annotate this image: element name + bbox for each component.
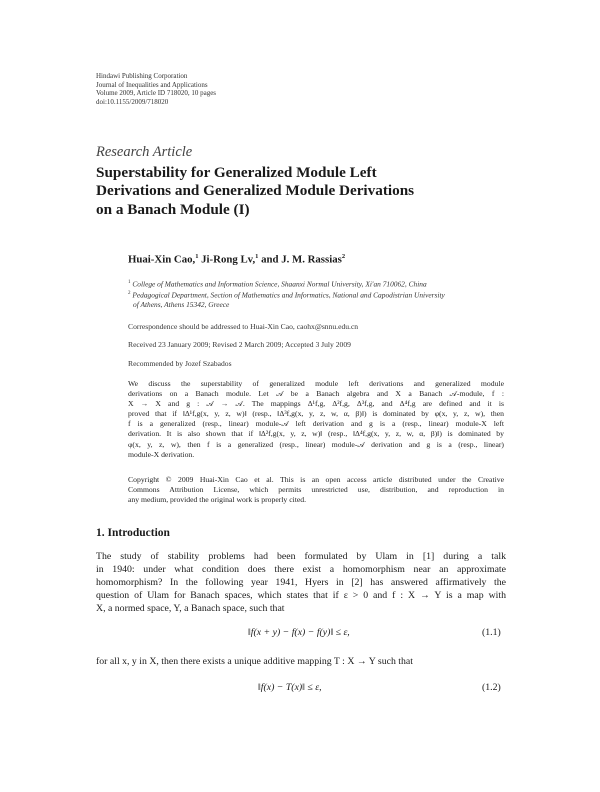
author-name: Ji-Rong Lv, [198,253,256,266]
copyright-line: any medium, provided the original work is properly cited. [128,495,307,505]
equation-number: (1.2) [482,682,501,693]
equation-1-1: ‖f(x + y) − f(x) − f(y)‖ ≤ ε, [248,627,350,638]
affiliation: $^2$ Pedagogical Department, Section of Mathematics and Informatics, National and Capodistrian University [128,290,445,300]
equation-number: (1.1) [482,627,501,638]
abstract-line: f is a generalized (resp., linear) module-𝒜 left derivation and g is a (resp., linear) module-X left [128,419,504,429]
title-line: Superstability for Generalized Module Left [96,164,377,181]
title-line: on a Banach Module (I) [96,200,250,218]
publisher-line: Hindawi Publishing Corporation [96,72,188,80]
affiliation: $^1$ College of Mathematics and Information Science, Shaanxi Normal University, Xi'an 710062, China [128,279,427,289]
body-line: for all x, y in X, then there exists a unique additive mapping T : X → Y such that [96,656,413,667]
intro-paragraph-continued [96,655,506,668]
abstract-line: X → X and g : 𝒜 → 𝒜. The mappings Δ¹f,g, Δ²f,g, Δ³f,g, and Δ⁴f,g are defined and it is [128,399,504,409]
affiliation: of Athens, Athens 15342, Greece [133,299,230,309]
abstract-line: derivations on a Banach module. Let 𝒜 be a Banach algebra and X a Banach 𝒜-module, f : [128,389,504,399]
abstract-line: derivation. It is also shown that if ‖Δ²f,g(x, y, z, w)‖ (resp., ‖Δ⁴f,g(x, y, z, w, α, β)‖) is dominated by [128,429,504,439]
copyright-line: Copyright © 2009 Huai-Xin Cao et al. This is an open access article distributed under the Creative [128,475,504,484]
abstract-line: We discuss the superstability of generalized module left derivations and generalized module [128,379,504,388]
body-line: question of Ulam for Banach spaces, which states that if ε > 0 and f : X → Y is a map with [96,590,506,602]
equation-1-2: ‖f(x) − T(x)‖ ≤ ε, [258,682,322,693]
journal-header [96,72,216,107]
author-name: Huai-Xin Cao, [128,253,196,266]
abstract-line: φ(x, y, z, w), then f is a generalized (resp., linear) module-𝒜 derivation and g is a (resp., linear) [128,439,504,449]
body-line: in 1940: under what condition does there exist a homomorphism near an approximate [96,564,506,576]
intro-paragraph [96,550,506,615]
dates: Received 23 January 2009; Revised 2 March 2009; Accepted 3 July 2009 [128,340,351,349]
recommended-by: Recommended by Jozef Szabados [128,359,232,368]
author-affil-mark: 2 [341,253,346,260]
volume-line: Volume 2009, Article ID 718020, 10 pages [96,89,217,98]
author-affil-mark: 1 [195,253,199,260]
copyright-notice [128,475,504,505]
body-line: The study of stability problems had been formulated by Ulam in [1] during a talk [96,551,506,562]
body-line: homomorphism? In the following year 1941, Hyers in [2] has answered affirmatively the [96,577,506,589]
section-heading: 1. Introduction [96,527,170,539]
abstract-line: proved that if ‖Δ¹f,g(x, y, z, w)‖ (resp., ‖Δ³f,g(x, y, z, w, α, β)‖) is dominated by φ(x, y, z, w), then [128,409,504,419]
correspondence: Correspondence should be addressed to Huai-Xin Cao, caohx@snnu.edu.cn [128,322,359,331]
author-name: and J. M. Rassias [258,253,342,266]
article-type: Research Article [96,144,193,160]
body-line: X, a normed space, Y, a Banach space, such that [96,603,285,615]
abstract-line: module-X derivation. [128,449,195,459]
paper-title [96,164,516,219]
author-affil-mark: 1 [255,253,259,260]
doi-line: doi:10.1155/2009/718020 [96,98,169,107]
author-list [128,253,345,266]
copyright-line: Commons Attribution License, which permits unrestricted use, distribution, and reproduction in [128,485,504,495]
abstract [128,379,504,460]
affiliations [128,278,508,309]
title-line: Derivations and Generalized Module Derivations [96,182,415,200]
journal-name-line: Journal of Inequalities and Applications [96,80,208,89]
